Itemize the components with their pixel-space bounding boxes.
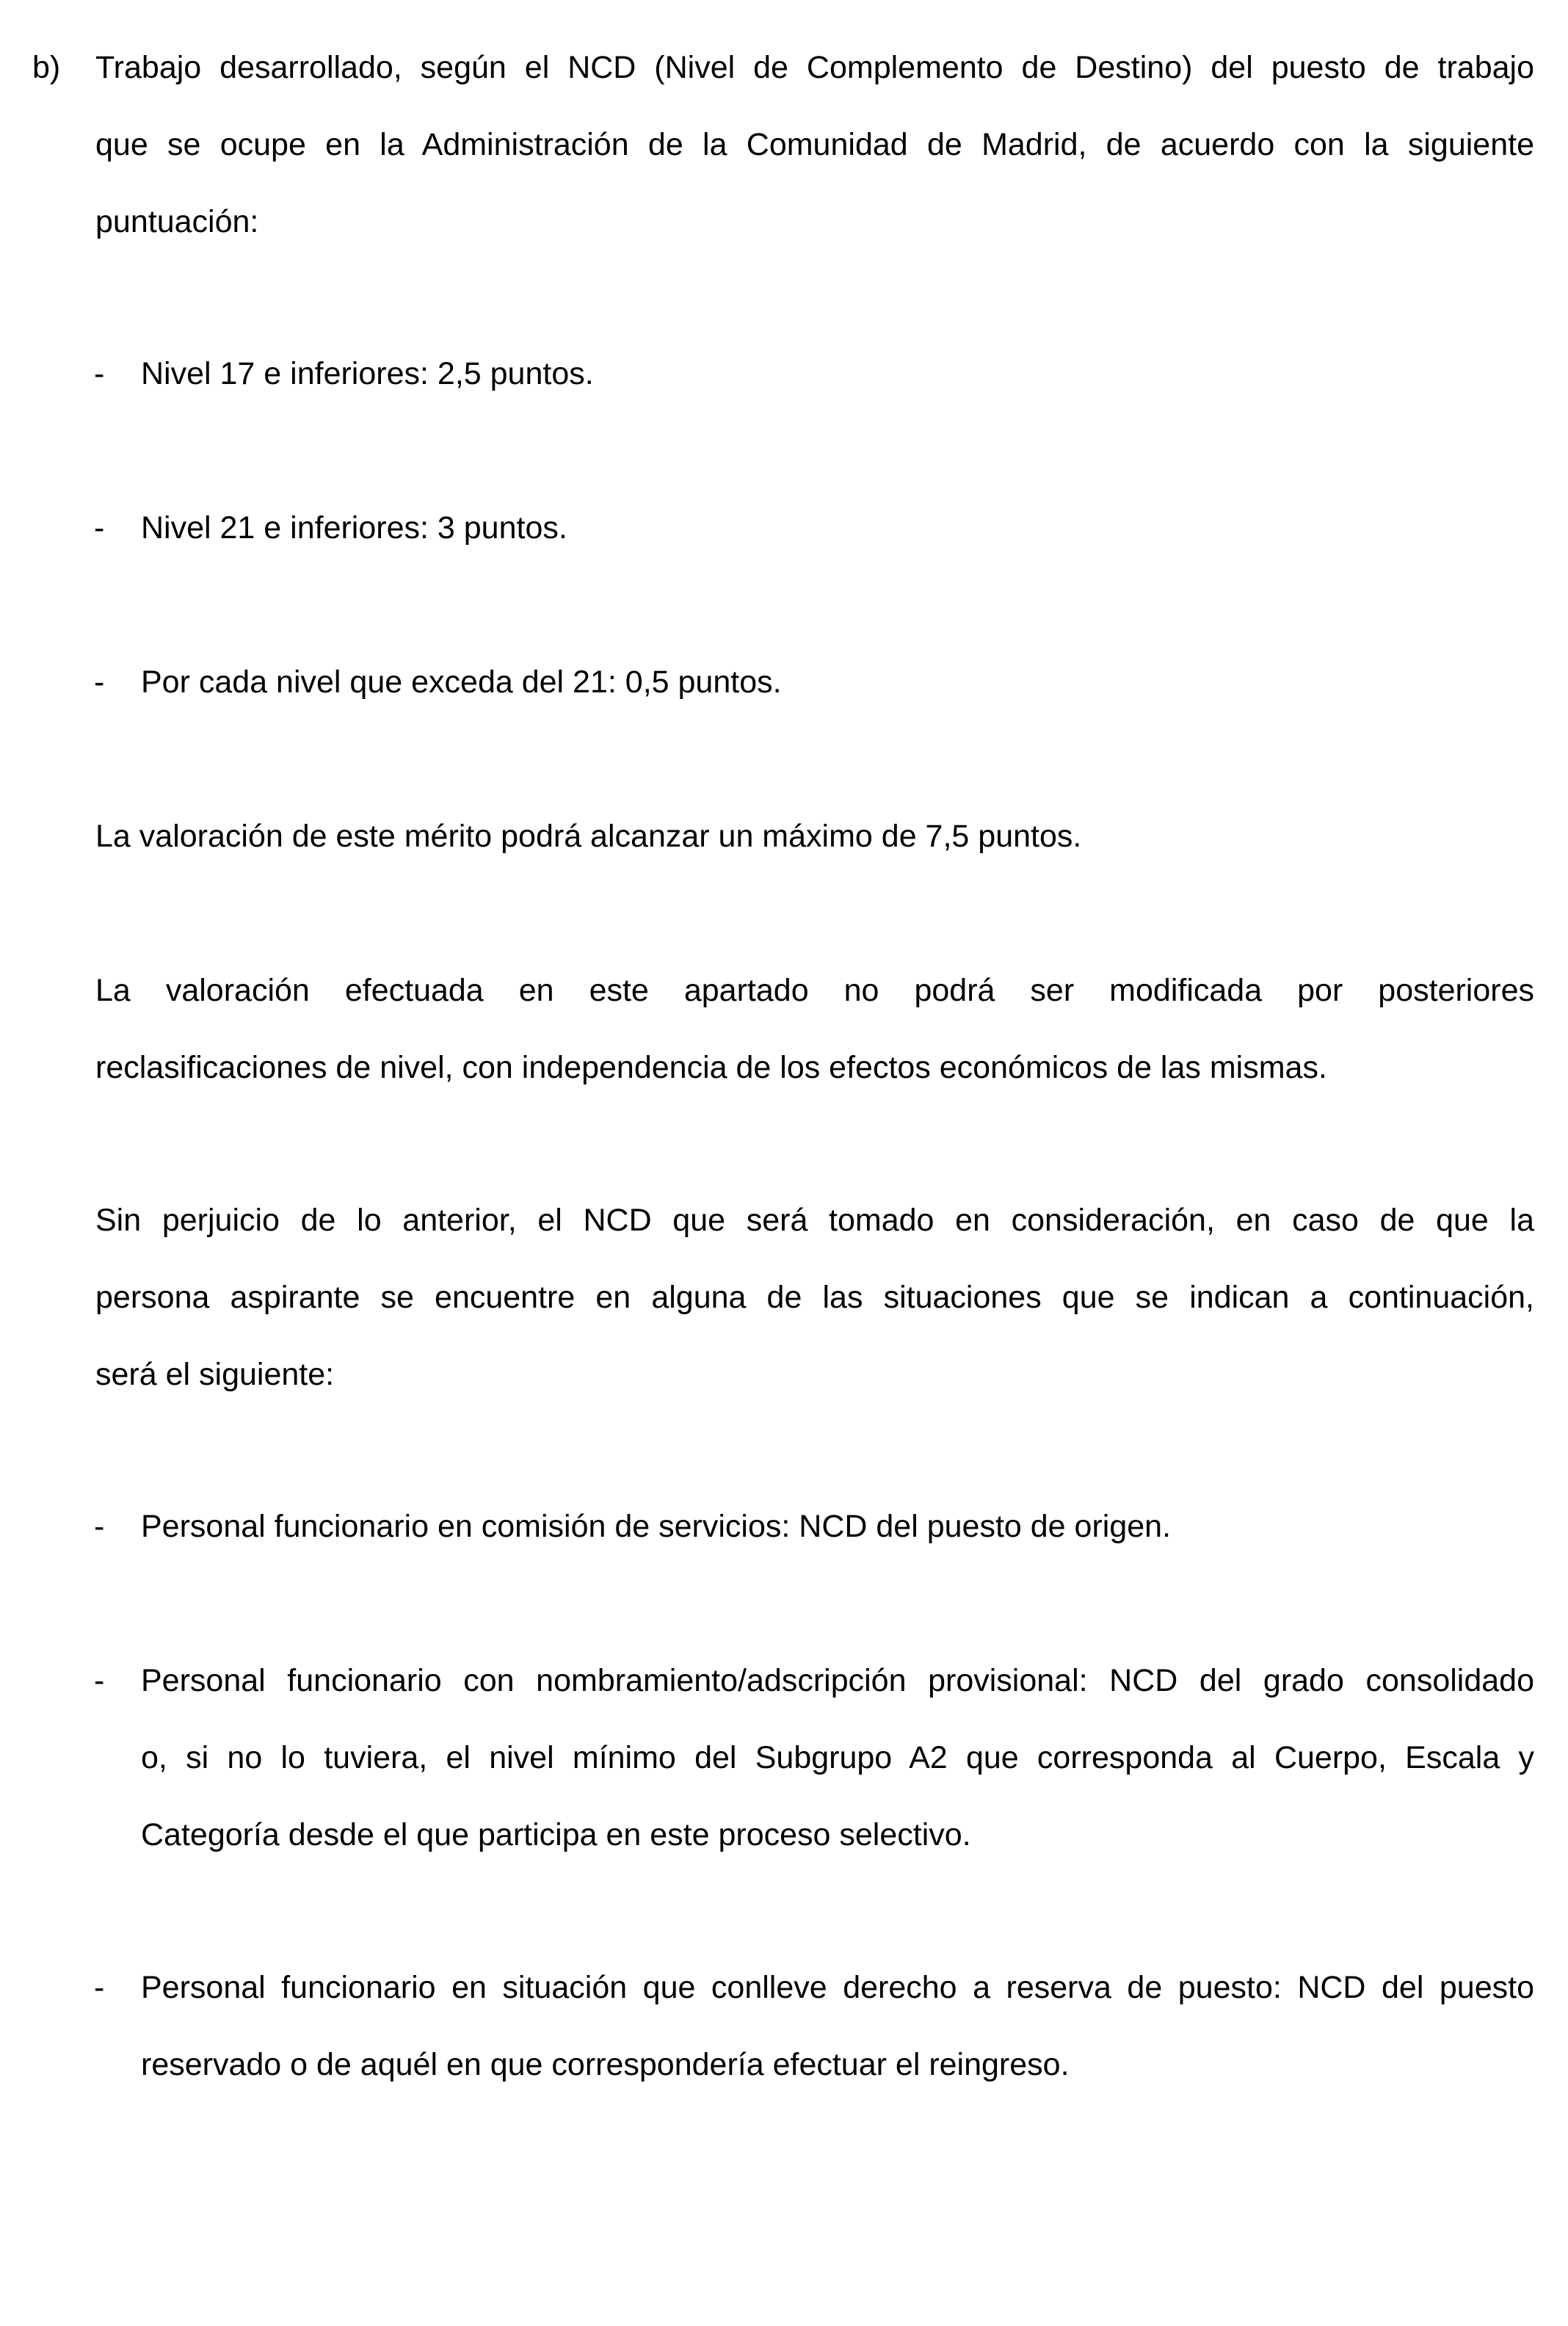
situation-item: [141, 1642, 1534, 1874]
paragraph-line: será el siguiente:: [95, 1357, 335, 1392]
without-prejudice-paragraph: [95, 1182, 1534, 1413]
situation-line: Personal funcionario con nombramiento/adscripción provisional: NCD del grado consolidado: [141, 1663, 1534, 1698]
paragraph-line: La valoración efectuada en este apartado no podrá ser modificada por posteriores: [95, 973, 1534, 1008]
situation-item: [141, 1949, 1534, 2104]
paragraph-line: persona aspirante se encuentre en alguna de las situaciones que se indican a continuación,: [95, 1280, 1534, 1315]
situation-line: Categoría desde el que participa en este proceso selectivo.: [141, 1817, 971, 1852]
score-item: Nivel 17 e inferiores: 2,5 puntos.: [141, 356, 594, 391]
section-b-line: puntuación:: [95, 204, 259, 239]
situation-line: Personal funcionario en comisión de servicios: NCD del puesto de origen.: [141, 1509, 1172, 1544]
section-b-line: Trabajo desarrollado, según el NCD (Nivel de Complemento de Destino) del puesto de trabajo: [95, 50, 1534, 85]
paragraph-line: reclasificaciones de nivel, con independencia de los efectos económicos de las mismas.: [95, 1050, 1327, 1085]
section-marker: b): [32, 50, 61, 85]
list-dash: -: [94, 1663, 105, 1698]
list-dash: -: [94, 664, 105, 700]
situation-line: reservado o de aquél en que correspondería efectuar el reingreso.: [141, 2047, 1070, 2082]
list-dash: -: [94, 510, 105, 546]
section-b-paragraph: [95, 29, 1534, 261]
paragraph-line: Sin perjuicio de lo anterior, el NCD que será tomado en consideración, en caso de que la: [95, 1203, 1534, 1238]
situation-item: [141, 1488, 1534, 1565]
no-modification-paragraph: [95, 952, 1534, 1106]
section-b-line: que se ocupe en la Administración de la Comunidad de Madrid, de acuerdo con la siguiente: [95, 127, 1534, 162]
score-item: Por cada nivel que exceda del 21: 0,5 puntos.: [141, 664, 782, 700]
max-points-paragraph: La valoración de este mérito podrá alcanzar un máximo de 7,5 puntos.: [95, 819, 1082, 854]
situation-line: Personal funcionario en situación que conlleve derecho a reserva de puesto: NCD del puesto: [141, 1970, 1534, 2005]
list-dash: -: [94, 356, 105, 391]
score-item: Nivel 21 e inferiores: 3 puntos.: [141, 510, 567, 546]
situation-line: o, si no lo tuviera, el nivel mínimo del Subgrupo A2 que corresponda al Cuerpo, Escala y: [141, 1740, 1534, 1775]
list-dash: -: [94, 1970, 105, 2005]
list-dash: -: [94, 1509, 105, 1544]
